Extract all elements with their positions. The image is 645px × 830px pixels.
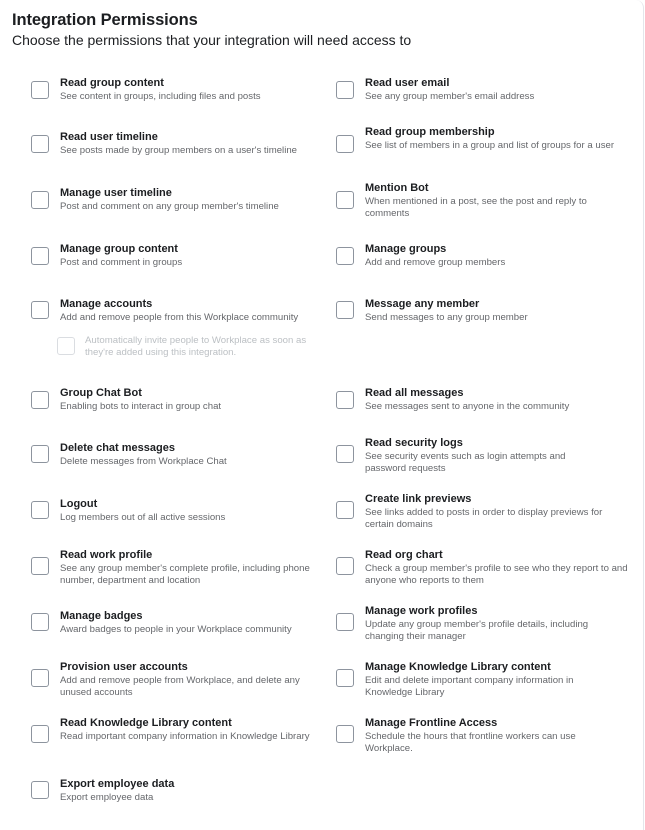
permission-description: See posts made by group members on a user's timeline [60,145,297,156]
permission-description: See security events such as login attempts and password requests [365,451,566,474]
permission-description: See list of members in a group and list of groups for a user [365,140,615,151]
checkbox[interactable] [336,445,354,463]
permission-label: Manage user timeline [60,187,172,199]
permission-description: Award badges to people in your Workplace community [60,624,292,635]
checkbox[interactable] [336,135,354,153]
permission-label: Manage accounts [60,298,153,310]
permission-description: Export employee data [60,792,154,803]
permission-label: Read all messages [365,387,464,399]
permission-label: Message any member [365,298,480,310]
permission-description: See messages sent to anyone in the community [365,401,570,412]
permission-label: Create link previews [365,493,472,505]
checkbox[interactable] [336,501,354,519]
auto-invite-checkbox-disabled [57,337,75,355]
permission-description: Log members out of all active sessions [60,512,226,523]
checkbox[interactable] [336,247,354,265]
permission-label: Manage Knowledge Library content [365,661,551,673]
checkbox[interactable] [31,725,49,743]
permission-label: Read user timeline [60,131,158,143]
checkbox[interactable] [31,501,49,519]
permission-label: Read work profile [60,549,153,561]
checkbox[interactable] [31,81,49,99]
checkbox[interactable] [31,135,49,153]
permission-label: Read Knowledge Library content [60,717,232,729]
permission-label: Read group membership [365,126,495,138]
checkbox[interactable] [336,669,354,687]
permission-label: Manage badges [60,610,143,622]
checkbox[interactable] [336,557,354,575]
permission-label: Manage group content [60,243,178,255]
permission-description: Post and comment on any group member's timeline [60,201,279,212]
checkbox[interactable] [31,445,49,463]
permission-description: Read important company information in Knowledge Library [60,731,310,742]
permission-description: Schedule the hours that frontline workers can use Workplace. [365,731,576,754]
checkbox[interactable] [336,725,354,743]
permission-description: Enabling bots to interact in group chat [60,401,222,412]
permission-description: Add and remove group members [365,257,506,268]
page-title: Integration Permissions [12,11,198,29]
checkbox[interactable] [31,247,49,265]
checkbox[interactable] [336,613,354,631]
permission-description: See links added to posts in order to display previews for certain domains [365,507,603,530]
permission-label: Manage groups [365,243,447,255]
permission-description: See content in groups, including files and posts [60,91,261,102]
permission-label: Mention Bot [365,182,429,194]
checkbox[interactable] [336,81,354,99]
permission-label: Read group content [60,77,164,89]
auto-invite-description: Automatically invite people to Workplace as soon as they're added using this integration. [85,335,307,358]
permission-description: Delete messages from Workplace Chat [60,456,227,467]
permission-label: Delete chat messages [60,442,175,454]
checkbox[interactable] [31,301,49,319]
permission-description: Check a group member's profile to see who they report to and anyone who reports to them [365,563,628,586]
checkbox[interactable] [31,191,49,209]
checkbox[interactable] [31,613,49,631]
permission-description: See any group member's complete profile, including phone number, department and location [60,563,310,586]
page-subtitle: Choose the permissions that your integration will need access to [12,32,412,48]
permission-label: Logout [60,498,98,510]
permission-description: Post and comment in groups [60,257,183,268]
permission-label: Read user email [365,77,450,89]
permission-description: Add and remove people from this Workplace community [60,312,299,323]
permission-description: Add and remove people from Workplace, and delete any unused accounts [60,675,300,698]
permission-label: Group Chat Bot [60,387,142,399]
permission-description: Update any group member's profile details, including changing their manager [365,619,589,642]
checkbox[interactable] [31,781,49,799]
permission-label: Manage Frontline Access [365,717,498,729]
permission-label: Read security logs [365,437,463,449]
checkbox[interactable] [336,191,354,209]
permission-description: See any group member's email address [365,91,535,102]
checkbox[interactable] [336,391,354,409]
checkbox[interactable] [31,391,49,409]
permission-description: Edit and delete important company information in Knowledge Library [365,675,574,698]
permission-label: Provision user accounts [60,661,188,673]
permission-label: Manage work profiles [365,605,478,617]
permission-label: Export employee data [60,778,175,790]
checkbox[interactable] [31,669,49,687]
permission-description: When mentioned in a post, see the post and reply to comments [365,196,587,219]
permission-label: Read org chart [365,549,443,561]
checkbox[interactable] [336,301,354,319]
permission-description: Send messages to any group member [365,312,528,323]
checkbox[interactable] [31,557,49,575]
